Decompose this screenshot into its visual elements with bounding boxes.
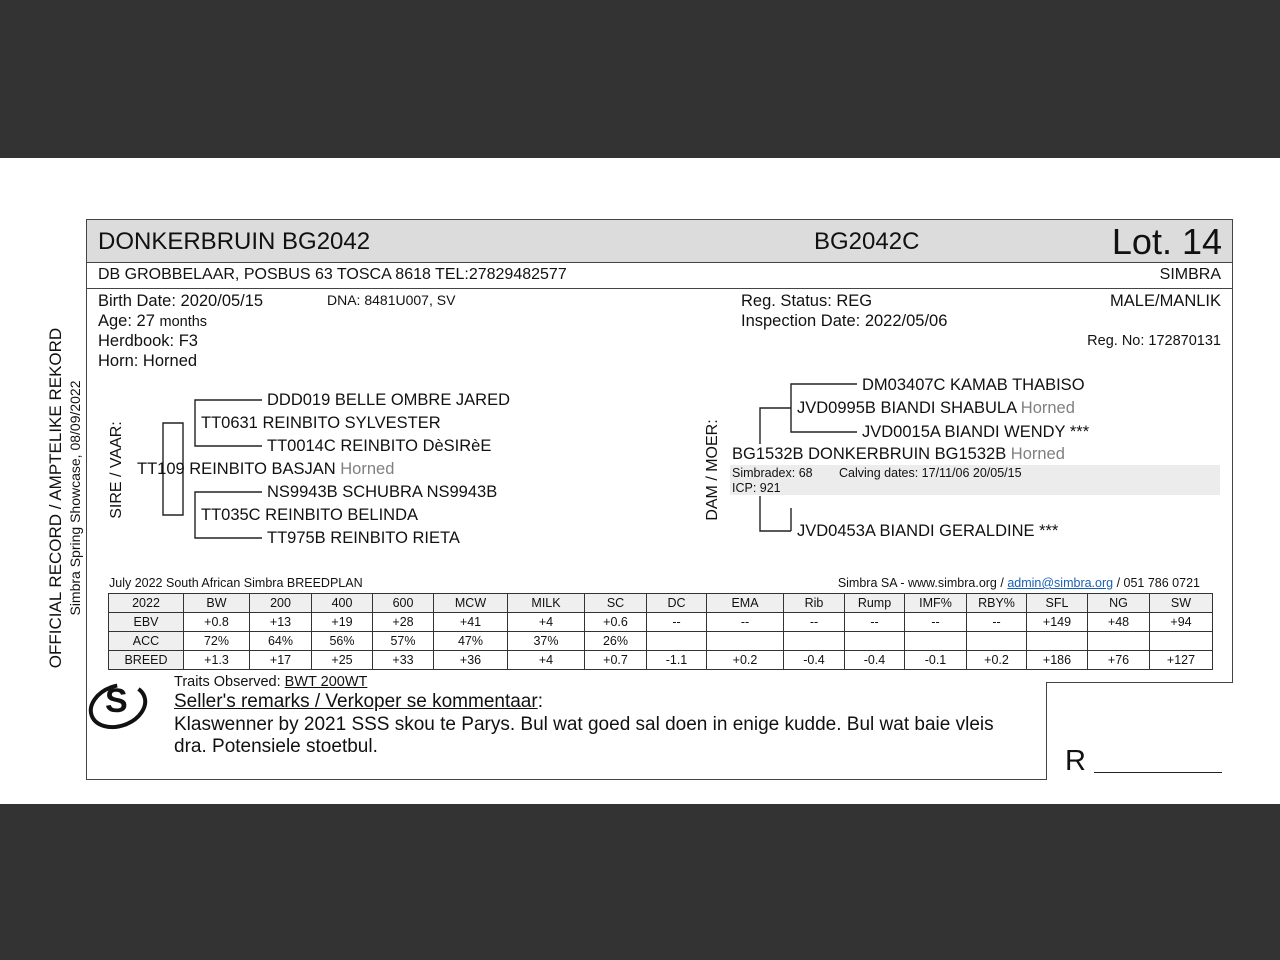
breedplan-cell: +19	[312, 613, 373, 632]
breedplan-cell: +0.8	[184, 613, 250, 632]
dna-info: DNA: 8481U007, SV	[327, 292, 456, 308]
dam-sire-dam: JVD0015A BIANDI WENDY ***	[862, 423, 1090, 441]
breedplan-cell: -0.4	[845, 651, 905, 670]
breedplan-header-cell: IMF%	[905, 594, 967, 613]
breedplan-cell: -1.1	[647, 651, 707, 670]
age-unit: months	[159, 314, 208, 330]
sex-label: MALE/MANLIK	[1110, 292, 1221, 310]
animal-name: DONKERBRUIN BG2042	[98, 228, 371, 255]
sire-dam: TT035C REINBITO BELINDA	[201, 506, 419, 524]
breedplan-header-cell: MILK	[508, 594, 585, 613]
breedplan-cell: 47%	[434, 632, 508, 651]
breedplan-header-cell: EMA	[707, 594, 784, 613]
breedplan-cell	[707, 632, 784, 651]
breed-label: SIMBRA	[1159, 266, 1221, 283]
breedplan-cell: --	[967, 613, 1027, 632]
breedplan-cell: 26%	[585, 632, 647, 651]
dam-icp: ICP: 921	[732, 481, 781, 495]
dam-sire-sire: DM03407C KAMAB THABISO	[862, 376, 1085, 394]
breedplan-header-cell: MCW	[434, 594, 508, 613]
traits-observed	[174, 674, 367, 690]
breedplan-cell: +28	[373, 613, 434, 632]
remarks-title-text: Seller's remarks / Verkoper se kommentaar	[174, 691, 538, 712]
contact-email-link[interactable]: admin@simbra.org	[1007, 576, 1114, 590]
breedplan-header-cell: 600	[373, 594, 434, 613]
breedplan-header-cell: Rib	[784, 594, 845, 613]
breedplan-row	[109, 613, 1213, 632]
breedplan-cell: +33	[373, 651, 434, 670]
breedplan-cell: --	[647, 613, 707, 632]
breedplan-cell: --	[707, 613, 784, 632]
birth-date: Birth Date: 2020/05/15	[98, 292, 264, 310]
breedplan-cell: +41	[434, 613, 508, 632]
dam-sire-note: Horned	[1020, 399, 1075, 417]
reg-number: Reg. No: 172870131	[1087, 333, 1221, 349]
sire-name-text: TT109 REINBITO BASJAN	[137, 460, 336, 478]
dam-name-text: BG1532B DONKERBRUIN BG1532B	[732, 445, 1007, 463]
event-label: Simbra Spring Showcase, 08/09/2022	[67, 380, 83, 616]
herdbook: Herdbook: F3	[98, 332, 198, 350]
dam-label: DAM / MOER:	[704, 419, 721, 521]
remarks-title-colon: :	[537, 691, 543, 712]
breedplan-cell: 72%	[184, 632, 250, 651]
sire-dam-sire: NS9943B SCHUBRA NS9943B	[267, 483, 498, 501]
remarks-title	[174, 691, 543, 713]
breedplan-cell: +0.2	[967, 651, 1027, 670]
lot-number: Lot. 14	[1111, 221, 1222, 262]
breedplan-header-cell: SC	[585, 594, 647, 613]
age-value: Age: 27	[98, 312, 155, 330]
breedplan-table	[108, 593, 1213, 670]
dam-name-note: Horned	[1010, 445, 1065, 463]
breedplan-cell: +0.6	[585, 613, 647, 632]
breedplan-header-row	[109, 594, 1213, 613]
breedplan-cell: +4	[508, 651, 585, 670]
breedplan-cell: -0.1	[905, 651, 967, 670]
breedplan-row-label: EBV	[109, 613, 184, 632]
breedplan-cell: +149	[1027, 613, 1088, 632]
breedplan-cell: --	[905, 613, 967, 632]
breedplan-cell	[1150, 632, 1213, 651]
dam-calving-dates: Calving dates: 17/11/06 20/05/15	[839, 466, 1022, 480]
breedplan-header-cell: SW	[1150, 594, 1213, 613]
breedplan-cell: +17	[250, 651, 312, 670]
breedplan-header-cell: RBY%	[967, 594, 1027, 613]
dam-sire	[797, 399, 1075, 418]
breedplan-cell	[1027, 632, 1088, 651]
breedplan-cell: +25	[312, 651, 373, 670]
breedplan-contact	[838, 576, 1200, 590]
official-record-label: OFFICIAL RECORD / AMPTELIKE REKORD	[46, 327, 65, 669]
breedplan-header-cell: BW	[184, 594, 250, 613]
inspection-date: Inspection Date: 2022/05/06	[741, 312, 948, 330]
price-symbol: R	[1065, 745, 1086, 777]
breedplan-cell	[967, 632, 1027, 651]
dam-simbradex: Simbradex: 68	[732, 466, 813, 480]
breedplan-caption: July 2022 South African Simbra BREEDPLAN	[109, 576, 363, 590]
seller-logo-letter: S	[105, 682, 128, 720]
breedplan-header-cell: SFL	[1027, 594, 1088, 613]
dam-dam: JVD0453A BIANDI GERALDINE ***	[797, 522, 1059, 540]
breedplan-cell	[784, 632, 845, 651]
breedplan-cell: +0.7	[585, 651, 647, 670]
breedplan-cell: 37%	[508, 632, 585, 651]
breedplan-header-cell: 200	[250, 594, 312, 613]
breedplan-cell: 56%	[312, 632, 373, 651]
breedplan-cell: +127	[1150, 651, 1213, 670]
breedplan-cell: --	[845, 613, 905, 632]
breedplan-cell: +4	[508, 613, 585, 632]
traits-value: BWT 200WT	[284, 674, 368, 690]
breedplan-cell: +94	[1150, 613, 1213, 632]
breedplan-cell: --	[784, 613, 845, 632]
breedplan-header-cell: 2022	[109, 594, 184, 613]
dam-bracket-top	[760, 408, 791, 444]
sire-sire-sire: DDD019 BELLE OMBRE JARED	[267, 391, 510, 409]
sire-dam-dam: TT975B REINBITO RIETA	[267, 529, 460, 547]
dam-sire-text: JVD0995B BIANDI SHABULA	[797, 399, 1017, 417]
sire-name	[137, 460, 394, 479]
breedplan-cell	[1088, 632, 1150, 651]
breedplan-header-cell: DC	[647, 594, 707, 613]
breedplan-row-label: BREED	[109, 651, 184, 670]
breedplan-header-cell: Rump	[845, 594, 905, 613]
breedplan-cell: +0.2	[707, 651, 784, 670]
breedplan-cell: +186	[1027, 651, 1088, 670]
sire-sire: TT0631 REINBITO SYLVESTER	[201, 414, 441, 432]
contact-suffix: / 051 786 0721	[1116, 576, 1200, 590]
sire-name-note: Horned	[340, 460, 395, 478]
dam-bracket-bottom	[760, 496, 791, 531]
dam-name	[732, 445, 1065, 464]
breedplan-cell: -0.4	[784, 651, 845, 670]
breedplan-cell: 64%	[250, 632, 312, 651]
breedplan-cell: +48	[1088, 613, 1150, 632]
breedplan-cell: +13	[250, 613, 312, 632]
breedplan-cell: 57%	[373, 632, 434, 651]
breedplan-cell: +36	[434, 651, 508, 670]
breedplan-cell	[905, 632, 967, 651]
reg-status: Reg. Status: REG	[741, 292, 873, 310]
breedplan-cell: +1.3	[184, 651, 250, 670]
breedplan-row-label: ACC	[109, 632, 184, 651]
breedplan-cell	[647, 632, 707, 651]
traits-label: Traits Observed:	[174, 674, 281, 690]
contact-prefix: Simbra SA - www.simbra.org /	[837, 576, 1004, 590]
breedplan-cell: +76	[1088, 651, 1150, 670]
horn-status: Horn: Horned	[98, 352, 198, 370]
breedplan-row	[109, 651, 1213, 670]
breedplan-row	[109, 632, 1213, 651]
sire-label: SIRE / VAAR:	[108, 421, 125, 519]
sire-sire-dam: TT0014C REINBITO DèSIRèE	[267, 437, 492, 455]
owner-line: DB GROBBELAAR, POSBUS 63 TOSCA 8618 TEL:27829482577	[98, 266, 567, 283]
breedplan-header-cell: NG	[1088, 594, 1150, 613]
breedplan-header-cell: 400	[312, 594, 373, 613]
seller-logo	[86, 682, 150, 730]
animal-code: BG2042C	[814, 228, 920, 255]
remarks-line-2: dra. Potensiele stoetbul.	[174, 736, 378, 757]
breedplan-cell	[845, 632, 905, 651]
remarks-line-1: Klaswenner by 2021 SSS skou te Parys. Bul wat goed sal doen in enige kudde. Bul wat baie vleis	[174, 714, 994, 735]
price-entry-line[interactable]	[1094, 772, 1222, 773]
